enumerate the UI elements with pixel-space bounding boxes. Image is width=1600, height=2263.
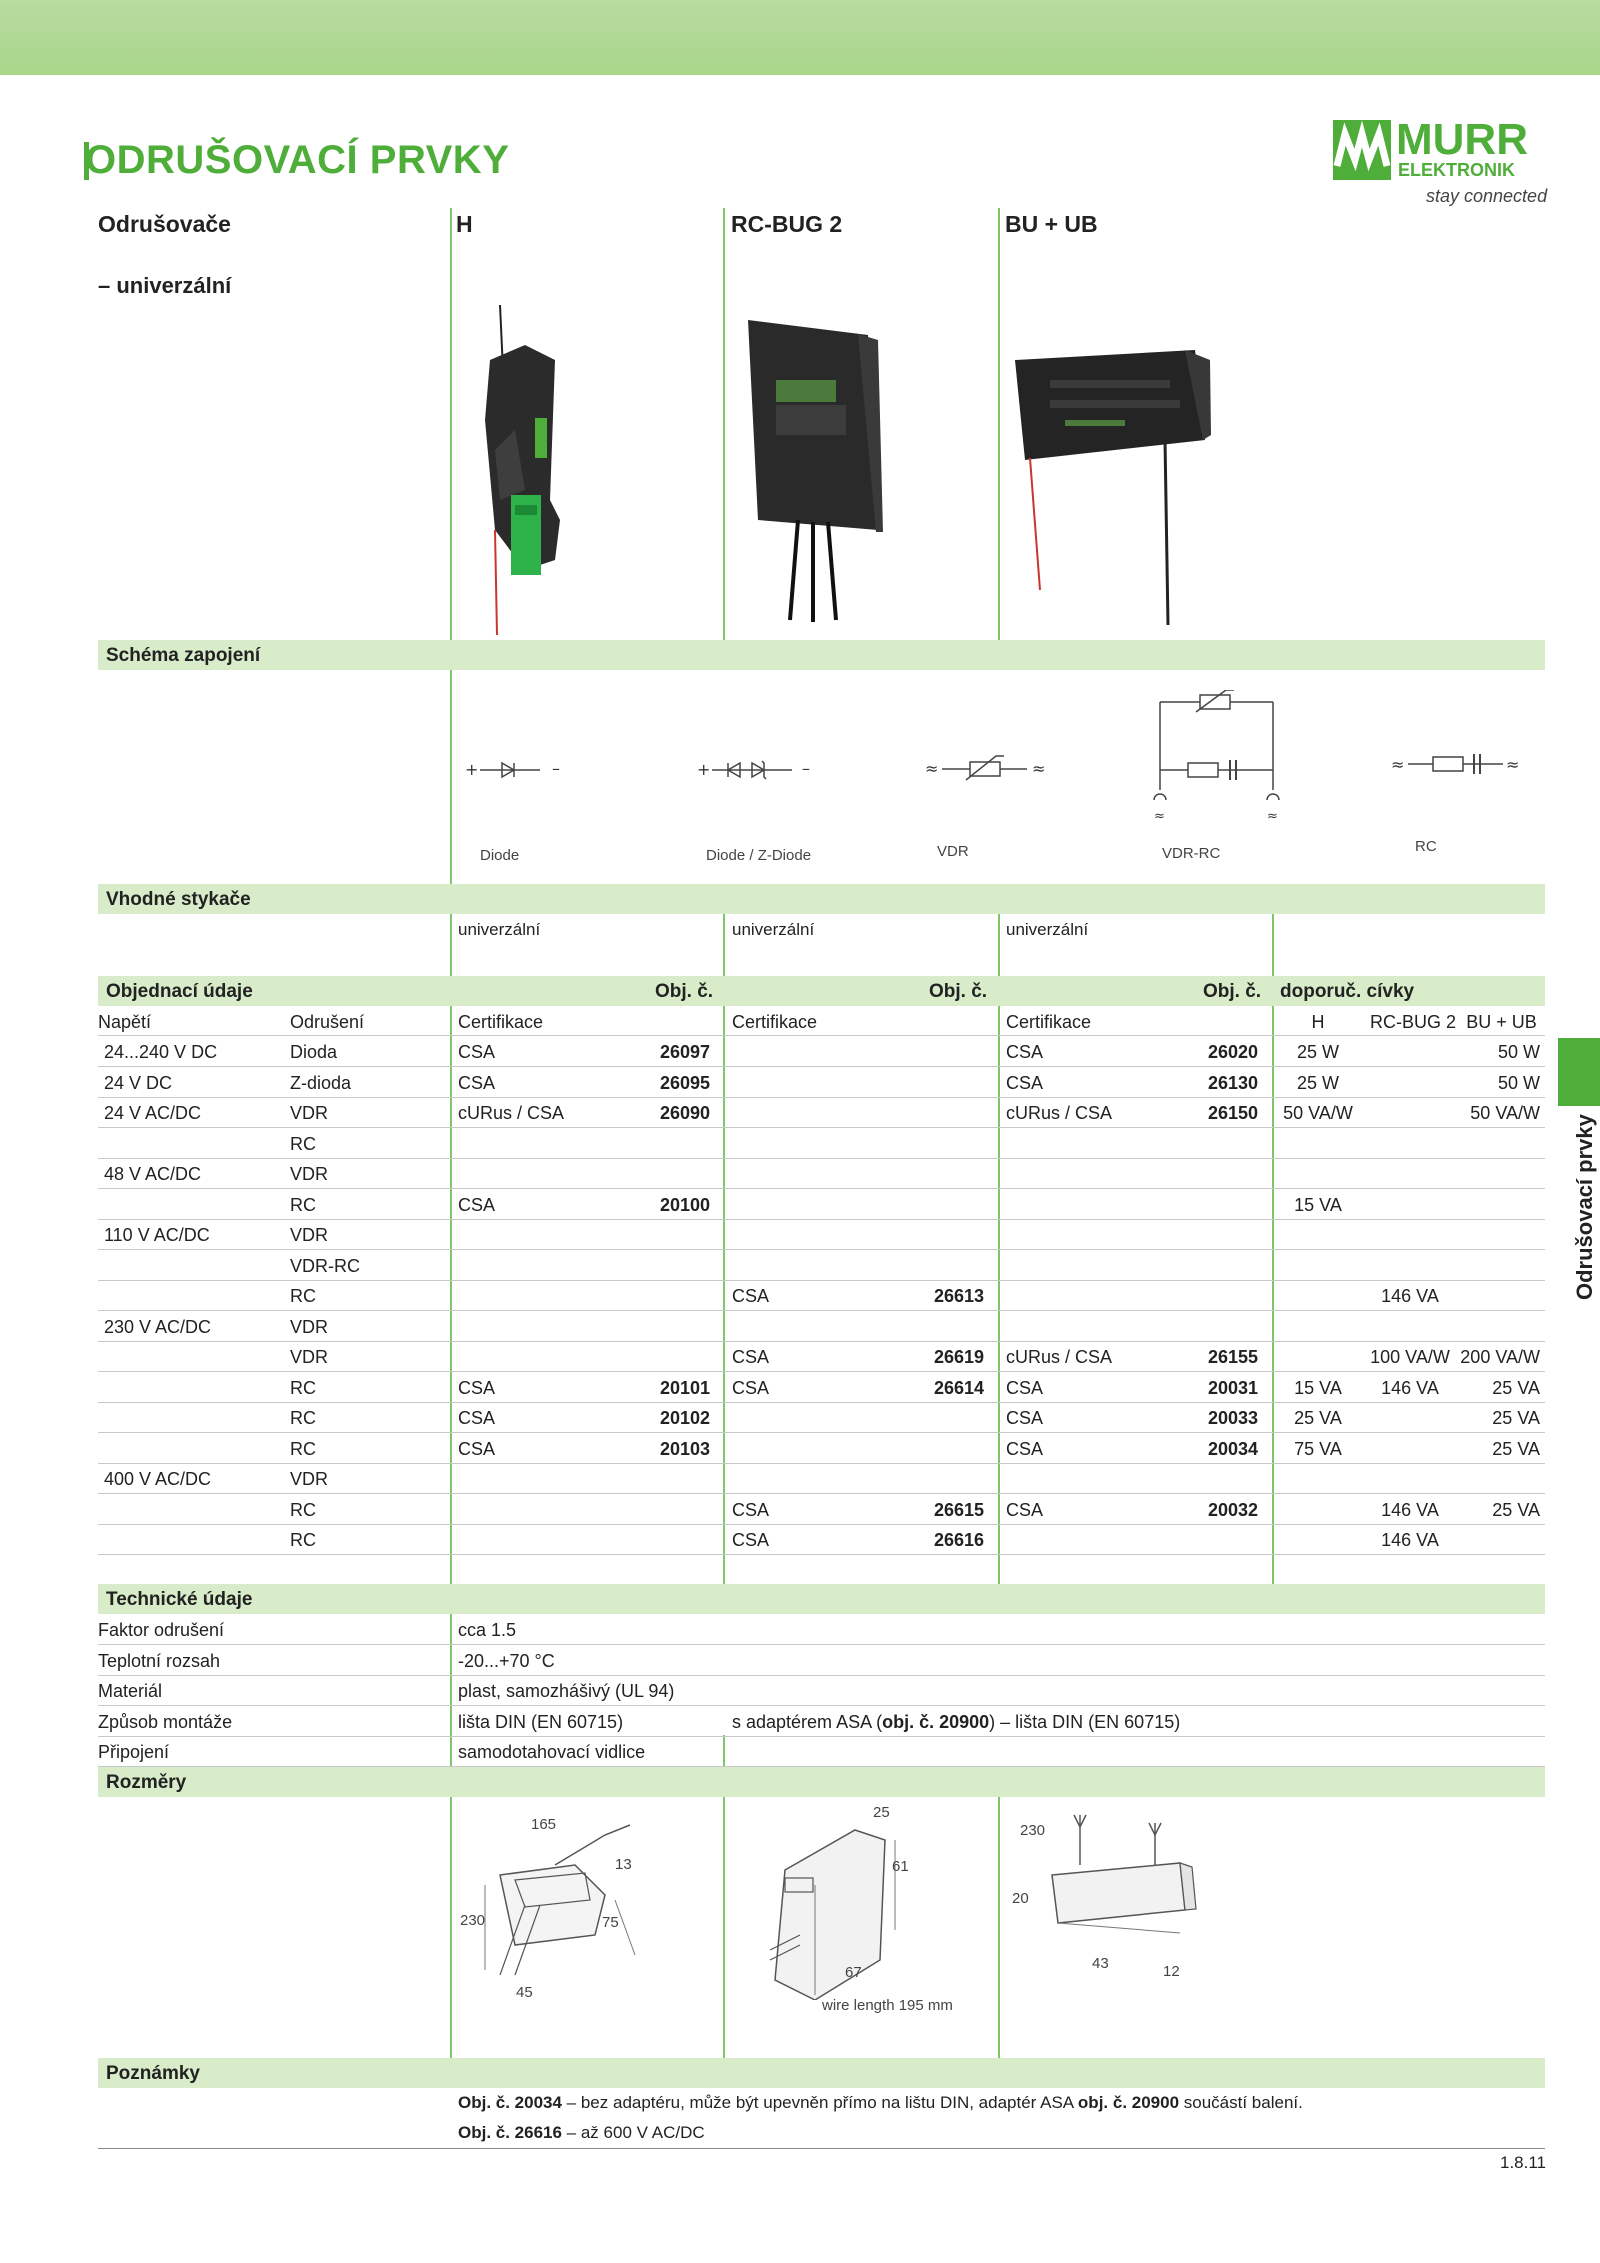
order-cell-bu-no: 26150 <box>1207 1103 1258 1123</box>
order-row <box>0 1189 1600 1219</box>
order-cell-h-no: 20100 <box>659 1194 710 1215</box>
order-row <box>0 1402 1600 1432</box>
obj-label-rcbug2: Obj. č. <box>929 981 988 1002</box>
note-1-bold-b: obj. č. 20900 <box>1077 2093 1180 2112</box>
note-line-1 <box>458 2093 1303 2113</box>
product-photo-h <box>455 300 595 645</box>
subheader-cert-buub: Certifikace <box>1006 1012 1092 1032</box>
technical-name: Připojení <box>98 1742 170 1762</box>
technical-row <box>0 1675 1600 1705</box>
order-cell-type: RC <box>290 1408 316 1428</box>
order-cell-rc-no: 26614 <box>933 1377 984 1398</box>
order-cell-h-no: 20103 <box>659 1438 710 1459</box>
dim-h-45: 45 <box>516 1984 533 2001</box>
order-cell-c-h: 15 VA <box>1294 1377 1342 1398</box>
order-row <box>0 1097 1600 1127</box>
schema-vdr-symbol <box>922 752 1052 791</box>
section-label-contactors: Vhodné stykače <box>106 889 251 910</box>
product-photo-buub <box>1005 340 1215 635</box>
order-row <box>0 1250 1600 1280</box>
order-cell-h-no: 26090 <box>659 1103 710 1123</box>
order-row <box>0 1524 1600 1554</box>
order-cell-type: VDR <box>290 1225 329 1245</box>
technical-row <box>0 1706 1600 1736</box>
technical-name: Faktor odrušení <box>98 1620 225 1640</box>
column-divider <box>998 1795 1000 2058</box>
technical-row <box>0 1736 1600 1766</box>
rc-wire-note: wire length 195 mm <box>822 1997 953 2014</box>
dim-h-230: 230 <box>460 1912 486 1929</box>
order-cell-bu-cert: CSA <box>1006 1377 1044 1398</box>
svg-text:≈: ≈ <box>1032 759 1046 778</box>
column-header-h: H <box>456 211 473 237</box>
section-band-schema <box>98 640 1545 670</box>
product-group: Odrušovače <box>98 211 231 237</box>
logo-tagline: stay connected <box>1426 186 1548 206</box>
order-cell-type: RC <box>290 1286 316 1306</box>
subheader-cert-rcbug2: Certifikace <box>732 1012 818 1032</box>
column-divider <box>723 208 725 644</box>
technical-name: Materiál <box>98 1681 163 1701</box>
section-band-dimensions <box>98 1767 1545 1797</box>
product-photo-rcbug2 <box>728 310 888 635</box>
murr-logo-icon <box>1333 120 1391 180</box>
order-cell-h-cert: CSA <box>458 1408 496 1428</box>
order-cell-rc-cert: CSA <box>732 1347 770 1367</box>
order-cell-voltage: 24 V AC/DC <box>104 1103 202 1123</box>
order-row <box>0 1280 1600 1310</box>
obj-label-buub: Obj. č. <box>1203 981 1262 1002</box>
order-row <box>0 1494 1600 1524</box>
svg-text:≈: ≈ <box>925 759 939 778</box>
section-label-dimensions: Rozměry <box>106 1772 187 1793</box>
order-cell-c-h: 25 VA <box>1294 1408 1342 1428</box>
technical-value: samodotahovací vidlice <box>458 1742 646 1762</box>
section-band-notes <box>98 2058 1545 2088</box>
order-cell-bu-cert: CSA <box>1006 1072 1044 1093</box>
order-cell-bu-no: 20034 <box>1207 1438 1258 1459</box>
order-cell-c-rc: 146 VA <box>1381 1286 1439 1306</box>
order-cell-h-cert: CSA <box>458 1438 496 1459</box>
dim-h-75: 75 <box>602 1914 619 1931</box>
schema-label-vdrrc: VDR-RC <box>1162 845 1221 862</box>
order-row <box>0 1158 1600 1188</box>
order-cell-c-rc: 146 VA <box>1381 1499 1439 1520</box>
page-title: ODRUŠOVACÍ PRVKY <box>85 138 510 182</box>
dim-rc-25: 25 <box>873 1804 890 1821</box>
order-cell-rc-cert: CSA <box>732 1377 770 1398</box>
page-number: 1.8.11 <box>1500 2153 1547 2172</box>
svg-text:≈: ≈ <box>1391 755 1405 774</box>
order-row <box>0 1219 1600 1249</box>
order-row <box>0 1067 1600 1097</box>
order-cell-bu-no: 20031 <box>1207 1377 1258 1398</box>
contactor-buub: univerzální <box>1006 920 1089 939</box>
logo-brand: MURR <box>1396 115 1528 164</box>
order-cell-voltage: 24...240 V DC <box>104 1042 218 1062</box>
order-cell-c-rc: 146 VA <box>1381 1530 1439 1550</box>
footer-divider <box>98 2148 1545 2149</box>
order-cell-h-no: 26095 <box>659 1072 710 1093</box>
dim-bu-20: 20 <box>1012 1890 1029 1907</box>
dim-rc-67: 67 <box>845 1964 862 1981</box>
schema-label-vdr: VDR <box>937 843 969 860</box>
dimension-drawing-rcbug2 <box>755 1810 915 2005</box>
dim-h-13: 13 <box>615 1856 632 1873</box>
svg-text:≈: ≈ <box>1154 809 1165 824</box>
order-cell-c-bu: 50 VA/W <box>1470 1103 1540 1123</box>
product-subtitle: – univerzální <box>98 273 232 298</box>
technical-value: lišta DIN (EN 60715) <box>458 1711 624 1732</box>
order-cell-bu-cert: CSA <box>1006 1499 1044 1520</box>
order-cell-rc-no: 26615 <box>933 1499 984 1520</box>
order-cell-bu-cert: CSA <box>1006 1042 1044 1062</box>
section-label-order: Objednací údaje <box>106 981 253 1002</box>
subheader-coil-rcbug2: RC-BUG 2 <box>1370 1012 1457 1032</box>
order-cell-c-h: 50 VA/W <box>1283 1103 1353 1123</box>
order-cell-h-cert: CSA <box>458 1042 496 1062</box>
top-header-bar <box>0 0 1600 75</box>
order-row <box>0 1311 1600 1341</box>
order-cell-c-h: 75 VA <box>1294 1438 1342 1459</box>
contactor-rcbug2: univerzální <box>732 920 815 939</box>
order-cell-type: VDR-RC <box>290 1255 360 1276</box>
svg-text:≈: ≈ <box>1506 755 1520 774</box>
column-header-rcbug2: RC-BUG 2 <box>731 211 843 237</box>
order-cell-type: RC <box>290 1133 316 1154</box>
side-tab-label: Odrušovací prvky <box>1572 1114 1597 1300</box>
order-cell-rc-no: 26616 <box>933 1530 984 1550</box>
dim-bu-12: 12 <box>1163 1963 1180 1980</box>
order-cell-c-bu: 50 W <box>1497 1042 1540 1062</box>
order-cell-bu-cert: cURus / CSA <box>1006 1103 1113 1123</box>
dimension-drawing-h <box>455 1805 705 2010</box>
order-cell-h-cert: CSA <box>458 1194 496 1215</box>
section-label-schema: Schéma zapojení <box>106 645 261 666</box>
order-cell-c-bu: 25 VA <box>1492 1499 1540 1520</box>
order-cell-type: RC <box>290 1377 316 1398</box>
schema-vdr-rc-symbol <box>1148 690 1288 830</box>
dim-bu-230: 230 <box>1020 1822 1046 1839</box>
order-cell-c-bu: 25 VA <box>1492 1438 1540 1459</box>
note-2-bold: Obj. č. 26616 <box>458 2123 562 2142</box>
technical-row <box>0 1614 1600 1644</box>
technical-value: -20...+70 °C <box>458 1650 555 1671</box>
order-cell-type: VDR <box>290 1103 329 1123</box>
order-cell-voltage: 400 V AC/DC <box>104 1469 212 1489</box>
subheader-coil-buub: BU + UB <box>1466 1012 1537 1032</box>
order-cell-bu-cert: CSA <box>1006 1408 1044 1428</box>
order-cell-rc-no: 26613 <box>933 1286 984 1306</box>
technical-value: plast, samozhášivý (UL 94) <box>458 1681 675 1701</box>
note-1-text-b: součástí balení. <box>1179 2093 1303 2112</box>
contactor-h: univerzální <box>458 920 541 939</box>
order-cell-c-h: 25 W <box>1296 1042 1339 1062</box>
order-cell-bu-cert: CSA <box>1006 1438 1044 1459</box>
order-cell-type: Z-dioda <box>290 1072 352 1093</box>
order-cell-voltage: 110 V AC/DC <box>104 1225 210 1245</box>
technical-value-alt <box>732 1712 1180 1733</box>
order-row <box>0 1341 1600 1371</box>
logo-subbrand: ELEKTRONIK <box>1398 160 1515 180</box>
schema-label-diode: Diode <box>480 847 520 864</box>
order-cell-c-bu: 25 VA <box>1492 1408 1540 1428</box>
order-row <box>0 1372 1600 1402</box>
order-cell-rc-cert: CSA <box>732 1286 770 1306</box>
svg-text:–: – <box>552 759 560 778</box>
svg-text:+: + <box>465 760 479 779</box>
order-cell-type: VDR <box>290 1164 329 1184</box>
subheader-voltage: Napětí <box>98 1012 152 1032</box>
note-1-bold-a: Obj. č. 20034 <box>458 2093 562 2112</box>
order-cell-c-bu: 25 VA <box>1492 1377 1540 1398</box>
technical-name: Způsob montáže <box>98 1711 233 1732</box>
order-cell-bu-no: 26020 <box>1207 1042 1258 1062</box>
note-2-text: – až 600 V AC/DC <box>561 2123 705 2142</box>
schema-diode-symbol <box>460 755 570 790</box>
subheader-cert-h: Certifikace <box>458 1012 544 1032</box>
order-cell-bu-no: 26155 <box>1207 1347 1258 1367</box>
technical-name: Teplotní rozsah <box>98 1650 221 1671</box>
schema-zdiode-symbol <box>692 755 822 790</box>
schema-label-rc: RC <box>1415 838 1437 855</box>
order-cell-h-cert: CSA <box>458 1377 496 1398</box>
order-cell-bu-cert: cURus / CSA <box>1006 1347 1113 1367</box>
order-cell-type: RC <box>290 1499 316 1520</box>
order-cell-type: RC <box>290 1530 316 1550</box>
order-cell-rc-cert: CSA <box>732 1530 770 1550</box>
recommended-coils-label: doporuč. cívky <box>1280 981 1415 1002</box>
company-logo <box>1330 115 1550 213</box>
obj-label-h: Obj. č. <box>655 981 714 1002</box>
order-cell-c-rc: 146 VA <box>1381 1377 1439 1398</box>
order-cell-type: VDR <box>290 1347 329 1367</box>
order-cell-type: VDR <box>290 1316 329 1337</box>
row-divider <box>98 1554 1545 1555</box>
order-cell-h-cert: CSA <box>458 1072 496 1093</box>
section-label-notes: Poznámky <box>106 2063 200 2084</box>
side-tab-marker <box>1558 1038 1600 1106</box>
order-cell-c-h: 15 VA <box>1294 1194 1342 1215</box>
dim-bu-43: 43 <box>1092 1955 1109 1972</box>
order-cell-h-no: 26097 <box>659 1042 710 1062</box>
order-subheader-row <box>0 1006 1600 1036</box>
order-row <box>0 1036 1600 1066</box>
note-1-text-a: – bez adaptéru, může být upevněn přímo na lištu DIN, adaptér ASA <box>561 2093 1078 2112</box>
order-cell-rc-cert: CSA <box>732 1499 770 1520</box>
order-row <box>0 1128 1600 1158</box>
schema-rc-symbol <box>1388 750 1528 785</box>
order-cell-c-bu: 50 W <box>1497 1072 1540 1093</box>
column-header-buub: BU + UB <box>1005 211 1098 237</box>
technical-value-alt-pre: s adaptérem ASA ( <box>732 1711 883 1732</box>
order-cell-rc-no: 26619 <box>933 1347 984 1367</box>
svg-text:≈: ≈ <box>1267 809 1278 824</box>
technical-value: cca 1.5 <box>458 1620 517 1640</box>
order-cell-type: RC <box>290 1438 316 1459</box>
order-cell-type: VDR <box>290 1469 329 1489</box>
column-divider <box>998 208 1000 644</box>
schema-label-zdiode: Diode / Z-Diode <box>706 847 812 864</box>
section-band-technical <box>98 1584 1545 1614</box>
order-cell-c-bu: 200 VA/W <box>1460 1347 1540 1367</box>
technical-value-alt-post: ) – lišta DIN (EN 60715) <box>989 1711 1181 1732</box>
svg-text:–: – <box>802 759 810 778</box>
technical-row <box>0 1645 1600 1675</box>
order-row <box>0 1433 1600 1463</box>
order-cell-h-no: 20102 <box>659 1408 710 1428</box>
section-label-technical: Technické údaje <box>106 1589 253 1610</box>
order-row <box>0 1463 1600 1493</box>
order-cell-bu-no: 26130 <box>1207 1072 1258 1093</box>
subheader-coil-h: H <box>1311 1012 1325 1032</box>
order-cell-bu-no: 20033 <box>1207 1408 1258 1428</box>
order-cell-c-h: 25 W <box>1296 1072 1339 1093</box>
dim-rc-61: 61 <box>892 1858 909 1875</box>
subheader-suppression: Odrušení <box>290 1012 365 1032</box>
order-cell-h-cert: cURus / CSA <box>458 1103 565 1123</box>
order-cell-voltage: 230 V AC/DC <box>104 1316 212 1337</box>
svg-text:+: + <box>697 760 711 779</box>
section-band-contactors <box>98 884 1545 914</box>
order-cell-h-no: 20101 <box>659 1377 710 1398</box>
technical-value-alt-bold: obj. č. 20900 <box>882 1711 990 1732</box>
order-cell-voltage: 48 V AC/DC <box>104 1164 202 1184</box>
order-cell-bu-no: 20032 <box>1207 1499 1258 1520</box>
order-cell-c-rc: 100 VA/W <box>1370 1347 1450 1367</box>
order-cell-type: RC <box>290 1194 316 1215</box>
dim-h-165: 165 <box>531 1816 557 1833</box>
note-line-2 <box>458 2123 705 2143</box>
order-cell-type: Dioda <box>290 1042 338 1062</box>
order-cell-voltage: 24 V DC <box>104 1072 173 1093</box>
